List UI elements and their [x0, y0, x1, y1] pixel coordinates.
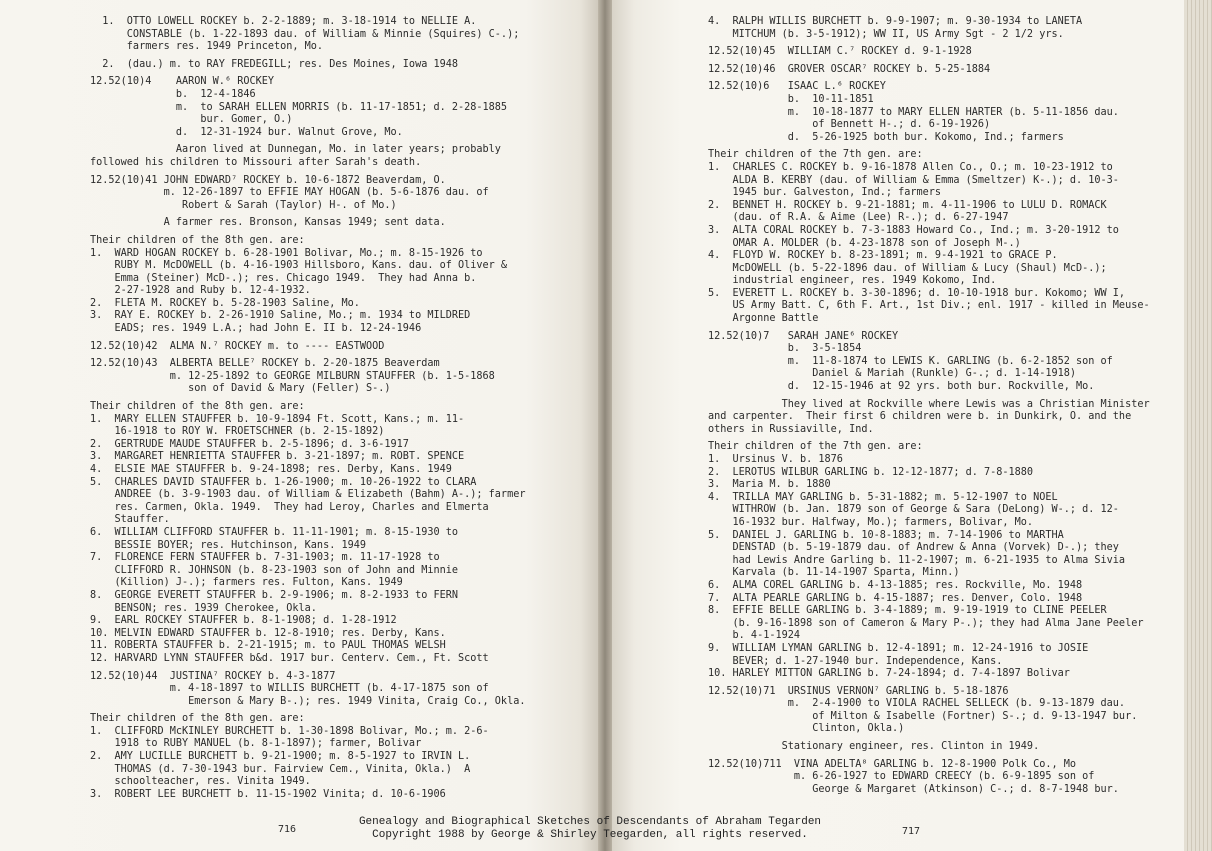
text-line: had Lewis Andre Garling b. 11-2-1907; m. 6-21-1935 to Alma Sivia: [708, 554, 1126, 566]
text-line: 3. RAY E. ROCKEY b. 2-26-1910 Saline, Mo.; m. 1934 to MILDRED: [90, 310, 471, 322]
text-line: d. 12-15-1946 at 92 yrs. both bur. Rockville, Mo.: [708, 381, 1095, 393]
text-line: b. 4-1-1924: [708, 630, 801, 642]
text-line: Emma (Steiner) McD-.); res. Chicago 1949. They had Anna b.: [90, 272, 477, 284]
text-line: CONSTABLE (b. 1-22-1893 dau. of William & Minnie (Squires) C-.);: [90, 28, 520, 40]
text-line: 6. ALMA COREL GARLING b. 4-13-1885; res. Rockville, Mo. 1948: [708, 579, 1083, 591]
text-line: 1. CHARLES C. ROCKEY b. 9-16-1878 Allen Co., O.; m. 10-23-1912 to: [708, 161, 1113, 173]
text-line: schoolteacher, res. Vinita 1949.: [90, 776, 311, 788]
text-line: Clinton, Okla.): [708, 723, 905, 735]
text-line: MITCHUM (b. 3-5-1912); WW II, US Army Sgt - 2 1/2 yrs.: [708, 28, 1064, 40]
text-line: son of David & Mary (Feller) S-.): [90, 383, 391, 395]
text-line: 2. GERTRUDE MAUDE STAUFFER b. 2-5-1896; d. 3-6-1917: [90, 438, 409, 450]
text-line: (dau. of R.A. & Aime (Lee) R-.); d. 6-27-1947: [708, 212, 1009, 224]
text-line: 12.52(10)6 ISAAC L.⁶ ROCKEY: [708, 81, 886, 93]
text-line: 1945 bur. Galveston, Ind.; farmers: [708, 187, 942, 199]
text-line: b. 3-5-1854: [708, 343, 862, 355]
text-line: m. 12-26-1897 to EFFIE MAY HOGAN (b. 5-6-1876 dau. of: [90, 187, 489, 199]
text-line: 2-27-1928 and Ruby b. 12-4-1932.: [90, 285, 311, 297]
text-line: 1. OTTO LOWELL ROCKEY b. 2-2-1889; m. 3-18-1914 to NELLIE A.: [90, 16, 477, 27]
text-line: 12.52(10)46 GROVER OSCAR⁷ ROCKEY b. 5-25-1884: [708, 63, 991, 75]
text-line: CLIFFORD R. JOHNSON (b. 8-23-1903 son of John and Minnie: [90, 564, 459, 576]
text-line: They lived at Rockville where Lewis was a Christian Minister: [708, 398, 1150, 410]
text-line: 5. EVERETT L. ROCKEY b. 3-30-1896; d. 10-10-1918 bur. Kokomo; WW I,: [708, 287, 1126, 299]
text-line: ALDA B. KERBY (dau. of William & Emma (Smeltzer) K-.); d. 10-3-: [708, 174, 1119, 186]
text-line: 1918 to RUBY MANUEL (b. 8-1-1897); farmer, Bolivar: [90, 738, 422, 750]
text-line: and carpenter. Their first 6 children were b. in Dunkirk, O. and the: [708, 411, 1132, 423]
text-line: WITHROW (b. Jan. 1879 son of George & Sara (DeLong) W-.; d. 12-: [708, 504, 1119, 516]
text-line: m. to SARAH ELLEN MORRIS (b. 11-17-1851; d. 2-28-1885: [90, 101, 508, 113]
text-line: BENSON; res. 1939 Cherokee, Okla.: [90, 602, 317, 614]
text-line: d. 5-26-1925 both bur. Kokomo, Ind.; farmers: [708, 131, 1064, 143]
text-line: US Army Batt. C, 6th F. Art., 1st Div.; enl. 1917 - killed in Meuse-: [708, 300, 1150, 312]
text-line: Robert & Sarah (Taylor) H-. of Mo.): [90, 199, 397, 211]
text-line: OMAR A. MOLDER (b. 4-23-1878 son of Joseph M-.): [708, 237, 1021, 249]
text-line: BESSIE BOYER; res. Hutchinson, Kans. 1949: [90, 539, 367, 551]
text-line: 4. RALPH WILLIS BURCHETT b. 9-9-1907; m. 9-30-1934 to LANETA: [708, 16, 1083, 27]
left-page: [0, 0, 598, 851]
text-line: 11. ROBERTA STAUFFER b. 2-21-1915; m. to PAUL THOMAS WELSH: [90, 640, 446, 652]
text-line: 16-1932 bur. Halfway, Mo.); farmers, Bolivar, Mo.: [708, 516, 1034, 528]
text-line: McDOWELL (b. 5-22-1896 dau. of William & Lucy (Shaul) McD-.);: [708, 262, 1107, 274]
book-gutter: [598, 0, 612, 851]
text-line: res. Carmen, Okla. 1949. They had Leroy, Charles and Elmerta: [90, 501, 489, 513]
text-line: Daniel & Mariah (Runkle) G-.; d. 1-14-1918): [708, 368, 1077, 380]
text-line: 2. FLETA M. ROCKEY b. 5-28-1903 Saline, Mo.: [90, 297, 360, 309]
footer-title: Genealogy and Biographical Sketches of Descendants of Abraham Tegarden: [358, 816, 822, 828]
text-line: m. 11-8-1874 to LEWIS K. GARLING (b. 6-2-1852 son of: [708, 355, 1113, 367]
text-line: 3. MARGARET HENRIETTA STAUFFER b. 3-21-1897; m. ROBT. SPENCE: [90, 451, 465, 463]
text-line: EADS; res. 1949 L.A.; had John E. II b. 12-24-1946: [90, 323, 422, 335]
text-line: Karvala (b. 11-14-1907 Sparta, Minn.): [708, 567, 960, 579]
text-line: 3. Maria M. b. 1880: [708, 479, 831, 491]
text-line: 5. CHARLES DAVID STAUFFER b. 1-26-1900; m. 10-26-1922 to CLARA: [90, 476, 477, 488]
text-line: Their children of the 8th gen. are:: [90, 234, 305, 246]
text-line: 5. DANIEL J. GARLING b. 10-8-1883; m. 7-14-1906 to MARTHA: [708, 529, 1064, 541]
text-line: 2. BENNET H. ROCKEY b. 9-21-1881; m. 4-11-1906 to LULU D. ROMACK: [708, 199, 1107, 211]
text-line: Their children of the 8th gen. are:: [90, 401, 305, 413]
text-line: followed his children to Missouri after Sarah's death.: [90, 156, 422, 168]
text-line: 1. WARD HOGAN ROCKEY b. 6-28-1901 Bolivar, Mo.; m. 8-15-1926 to: [90, 247, 483, 259]
text-line: bur. Gomer, O.): [90, 114, 293, 126]
text-line: Aaron lived at Dunnegan, Mo. in later years; probably: [90, 144, 501, 156]
text-line: 4. TRILLA MAY GARLING b. 5-31-1882; m. 5-12-1907 to NOEL: [708, 491, 1058, 503]
text-line: 12.52(10)44 JUSTINA⁷ ROCKEY b. 4-3-1877: [90, 670, 336, 682]
text-line: 10. HARLEY MITTON GARLING b. 7-24-1894; d. 7-4-1897 Bolivar: [708, 668, 1070, 680]
text-line: farmers res. 1949 Princeton, Mo.: [90, 41, 324, 53]
text-line: industrial engineer, res. 1949 Kokomo, Ind.: [708, 275, 997, 287]
text-line: 12.52(10)43 ALBERTA BELLE⁷ ROCKEY b. 2-20-1875 Beaverdam: [90, 358, 440, 370]
text-line: Stauffer.: [90, 514, 170, 526]
text-line: 9. EARL ROCKEY STAUFFER b. 8-1-1908; d. 1-28-1912: [90, 615, 397, 627]
text-line: DENSTAD (b. 5-19-1879 dau. of Andrew & Anna (Vorvek) D-.); they: [708, 542, 1119, 554]
left-page-number: 716: [278, 824, 297, 835]
text-line: 3. ROBERT LEE BURCHETT b. 11-15-1902 Vinita; d. 10-6-1906: [90, 788, 446, 800]
text-line: of Bennett H-.; d. 6-19-1926): [708, 119, 991, 131]
text-line: 10. MELVIN EDWARD STAUFFER b. 12-8-1910; res. Derby, Kans.: [90, 627, 446, 639]
page-edge: [1184, 0, 1212, 851]
text-line: (Killion) J-.); farmers res. Fulton, Kans. 1949: [90, 577, 403, 589]
text-line: of Milton & Isabelle (Fortner) S-.; d. 9-13-1947 bur.: [708, 710, 1138, 722]
text-line: Emerson & Mary B-.); res. 1949 Vinita, Craig Co., Okla.: [90, 695, 526, 707]
text-line: b. 12-4-1846: [90, 88, 256, 100]
text-line: THOMAS (d. 7-30-1943 bur. Fairview Cem., Vinita, Okla.) A: [90, 763, 471, 775]
text-line: d. 12-31-1924 bur. Walnut Grove, Mo.: [90, 126, 403, 138]
text-line: 2. AMY LUCILLE BURCHETT b. 9-21-1900; m. 8-5-1927 to IRVIN L.: [90, 751, 471, 763]
text-line: 2. LEROTUS WILBUR GARLING b. 12-12-1877; d. 7-8-1880: [708, 466, 1034, 478]
left-page-text: [90, 16, 540, 801]
text-line: RUBY M. McDOWELL (b. 4-16-1903 Hillsboro, Kans. dau. of Oliver &: [90, 260, 508, 272]
text-line: 3. ALTA CORAL ROCKEY b. 7-3-1883 Howard Co., Ind.; m. 3-20-1912 to: [708, 224, 1119, 236]
text-line: 12.52(10)7 SARAH JANE⁶ ROCKEY: [708, 330, 899, 342]
text-line: 1. CLIFFORD McKINLEY BURCHETT b. 1-30-1898 Bolivar, Mo.; m. 2-6-: [90, 725, 489, 737]
text-line: m. 2-4-1900 to VIOLA RACHEL SELLECK (b. 9-13-1879 dau.: [708, 698, 1126, 710]
text-line: 2. (dau.) m. to RAY FREDEGILL; res. Des Moines, Iowa 1948: [90, 58, 459, 70]
text-line: 12.52(10)71 URSINUS VERNON⁷ GARLING b. 5-18-1876: [708, 685, 1009, 697]
text-line: 8. EFFIE BELLE GARLING b. 3-4-1889; m. 9-19-1919 to CLINE PEELER: [708, 605, 1107, 617]
text-line: 1. Ursinus V. b. 1876: [708, 454, 843, 465]
right-page-text: [708, 16, 1152, 796]
text-line: BEVER; d. 1-27-1940 bur. Independence, Kans.: [708, 655, 1003, 667]
right-page: [612, 0, 1184, 851]
text-line: 12.52(10)41 JOHN EDWARD⁷ ROCKEY b. 10-6-1872 Beaverdam, O.: [90, 174, 446, 186]
text-line: m. 12-25-1892 to GEORGE MILBURN STAUFFER (b. 1-5-1868: [90, 370, 495, 382]
text-line: 6. WILLIAM CLIFFORD STAUFFER b. 11-11-1901; m. 8-15-1930 to: [90, 526, 459, 538]
text-line: 4. FLOYD W. ROCKEY b. 8-23-1891; m. 9-4-1921 to GRACE P.: [708, 250, 1058, 262]
text-line: 12.52(10)4 AARON W.⁶ ROCKEY: [90, 76, 275, 88]
text-line: b. 10-11-1851: [708, 93, 874, 105]
text-line: 4. ELSIE MAE STAUFFER b. 9-24-1898; res. Derby, Kans. 1949: [90, 464, 452, 475]
text-line: 12. HARVARD LYNN STAUFFER b&d. 1917 bur. Centerv. Cem., Ft. Scott: [90, 652, 489, 664]
text-line: 7. FLORENCE FERN STAUFFER b. 7-31-1903; m. 11-17-1928 to: [90, 552, 440, 564]
text-line: Stationary engineer, res. Clinton in 1949.: [708, 741, 1040, 753]
text-line: ANDREE (b. 3-9-1903 dau. of William & Elizabeth (Bahm) A-.); farmer: [90, 489, 526, 501]
text-line: 1. MARY ELLEN STAUFFER b. 10-9-1894 Ft. Scott, Kans.; m. 11-: [90, 413, 465, 425]
text-line: m. 6-26-1927 to EDWARD CREECY (b. 6-9-1895 son of: [708, 771, 1095, 783]
text-line: 7. ALTA PEARLE GARLING b. 4-15-1887; res. Denver, Colo. 1948: [708, 592, 1083, 604]
text-line: (b. 9-16-1898 son of Cameron & Mary P-.); they had Alma Jane Peeler: [708, 617, 1144, 629]
text-line: Their children of the 7th gen. are:: [708, 441, 923, 453]
text-line: others in Russiaville, Ind.: [708, 423, 874, 435]
text-line: George & Margaret (Atkinson) C-.; d. 8-7-1948 bur.: [708, 783, 1119, 795]
text-line: 8. GEORGE EVERETT STAUFFER b. 2-9-1906; m. 8-2-1933 to FERN: [90, 589, 459, 601]
text-line: Their children of the 7th gen. are:: [708, 149, 923, 161]
text-line: 9. WILLIAM LYMAN GARLING b. 12-4-1891; m. 12-24-1916 to JOSIE: [708, 642, 1089, 654]
text-line: A farmer res. Bronson, Kansas 1949; sent data.: [90, 217, 446, 229]
text-line: m. 10-18-1877 to MARY ELLEN HARTER (b. 5-11-1856 dau.: [708, 106, 1119, 118]
footer: [320, 816, 860, 842]
text-line: m. 4-18-1897 to WILLIS BURCHETT (b. 4-17-1875 son of: [90, 683, 489, 695]
text-line: 12.52(10)711 VINA ADELTA⁸ GARLING b. 12-8-1900 Polk Co., Mo: [708, 758, 1077, 770]
text-line: 12.52(10)45 WILLIAM C.⁷ ROCKEY d. 9-1-1928: [708, 46, 972, 58]
text-line: 12.52(10)42 ALMA N.⁷ ROCKEY m. to ---- EASTWOOD: [90, 340, 385, 352]
text-line: Argonne Battle: [708, 313, 819, 325]
right-page-number: 717: [902, 826, 921, 837]
text-line: 16-1918 to ROY W. FROETSCHNER (b. 2-15-1892): [90, 426, 385, 438]
text-line: Their children of the 8th gen. are:: [90, 713, 305, 725]
footer-copyright: Copyright 1988 by George & Shirley Teegarden, all rights reserved.: [372, 829, 808, 841]
